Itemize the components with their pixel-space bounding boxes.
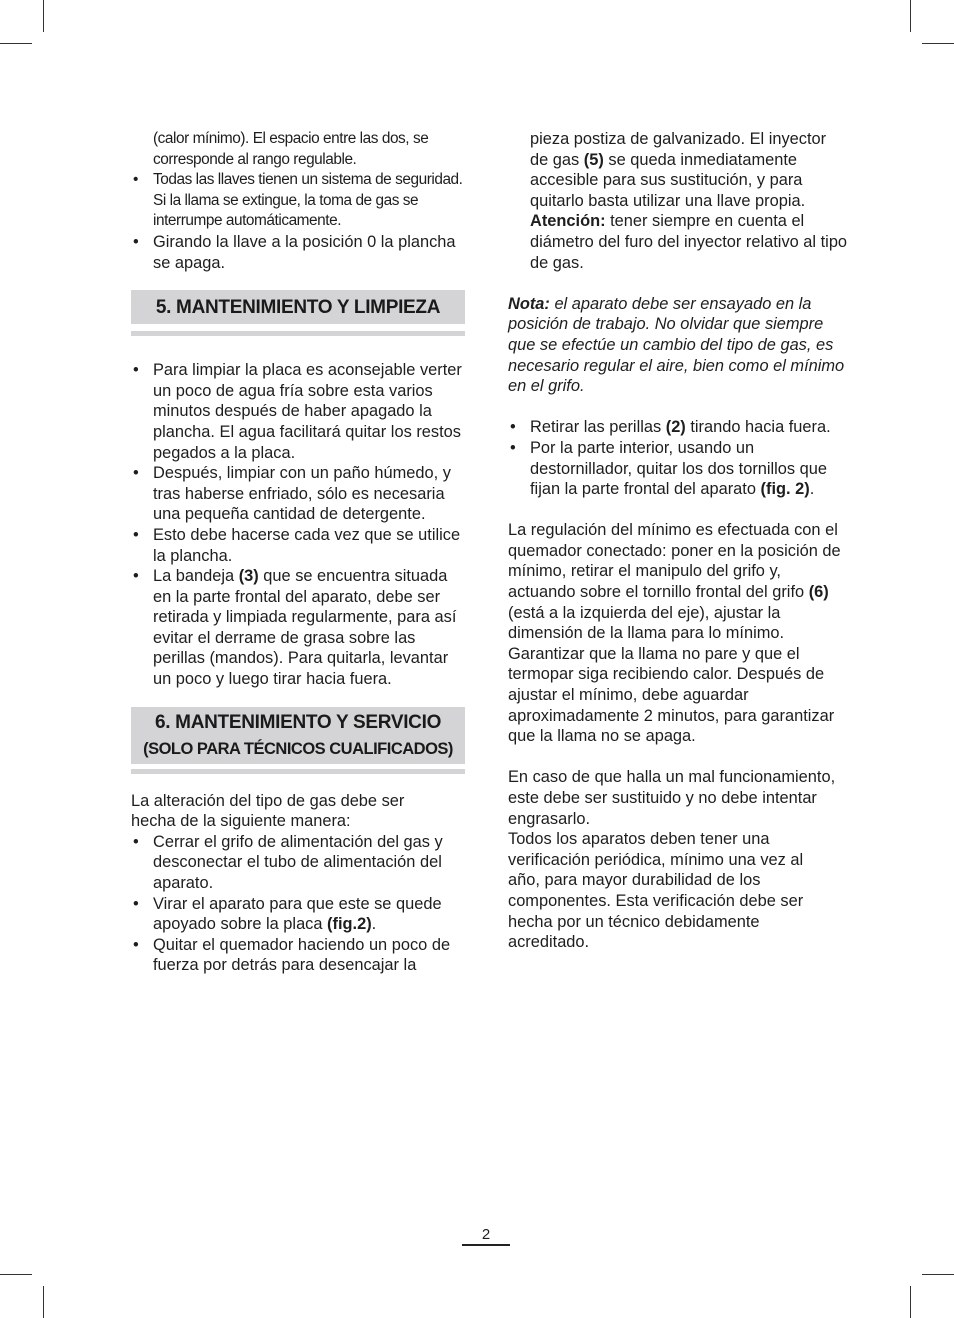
ref-number: (fig.2) xyxy=(327,915,372,934)
list-item: • Después, limpiar con un paño húmedo, y tras haberse enfriado, sólo es necesaria una pequeña cantidad de detergente. xyxy=(131,463,465,525)
list-item: • Retirar las perillas (2) tirando hacia fuera. xyxy=(508,417,848,438)
list-item: • Cerrar el grifo de alimentación del gas y desconectar el tubo de alimentación del aparato. xyxy=(131,832,465,894)
right-column xyxy=(508,129,848,953)
crop-mark xyxy=(910,1286,911,1318)
list-item: • Virar el aparato para que este se quede apoyado sobre la placa (fig.2). xyxy=(131,894,465,935)
crop-mark xyxy=(43,0,44,32)
crop-mark xyxy=(922,1274,954,1275)
page-number-rule xyxy=(462,1244,510,1246)
list-item: • Por la parte interior, usando un destornillador, quitar los dos tornillos que fijan la parte frontal del aparato (fig. 2). xyxy=(508,438,848,500)
crop-mark xyxy=(0,1274,32,1275)
list-item: • Girando la llave a la posición 0 la plancha se apaga. xyxy=(131,232,465,273)
list-item: • Todas las llaves tienen un sistema de seguridad. Si la llama se extingue, la toma de gas se interrumpe automáticamente. xyxy=(131,170,465,232)
ref-number: (3) xyxy=(238,567,259,586)
crop-mark xyxy=(0,43,32,44)
crop-mark xyxy=(43,1286,44,1318)
section-heading xyxy=(131,707,465,764)
section-heading: 5. MANTENIMIENTO Y LIMPIEZA xyxy=(131,290,465,324)
list-item: • Esto debe hacerse cada vez que se utilice la plancha. xyxy=(131,525,465,566)
left-column xyxy=(131,129,465,976)
ref-number: (2) xyxy=(665,418,686,437)
list-item: • Quitar el quemador haciendo un poco de fuerza por detrás para desencajar la xyxy=(131,935,465,976)
paragraph: En caso de que halla un mal funcionamiento, este debe ser sustituido y no debe intentar engrasarlo. xyxy=(508,768,836,828)
crop-mark xyxy=(910,0,911,32)
note-label: Nota: xyxy=(508,294,550,313)
section-title: 6. MANTENIMIENTO Y SERVICIO xyxy=(154,711,442,733)
ref-number: (fig. 2) xyxy=(760,480,810,499)
paragraph: La regulación del mínimo es efectuada con el quemador conectado: poner en la posición de mínimo, retirar el manipulo del grifo y, actuando sobre el tornillo frontal del grifo (6) (está a la izquierda del eje), ajustar la dimensión de la llama para lo mínimo. Garantizar que la llama no pare y que el termopar siga recibiendo calor. Después de ajustar el mínimo, debe aguardar aproximadamente 2 minutos, para garantizar que la llama no se apaga. xyxy=(508,521,841,746)
intro-continuation: (calor mínimo). El espacio entre las dos, se corresponde al rango regulable. xyxy=(153,130,429,168)
paragraph: pieza postiza de galvanizado. El inyector de gas (5) se queda inmediatamente accesible para sus sustitución, y para quitarlo basta utilizar una llave propia. Atención: tener siempre en cuenta el diámetro del furo del inyector relativo al tipo de gas. xyxy=(530,130,848,272)
ref-number: (6) xyxy=(808,583,829,602)
section-subtitle: (SOLO PARA TÉCNICOS CUALIFICADOS) xyxy=(143,739,453,758)
list-item: • La bandeja (3) que se encuentra situada en la parte frontal del aparato, debe ser retirada y limpiada regularmente, para así evitar el derrame de grasa sobre las perillas (mandos). Para quitarla, levantar un poco y luego tirar hacia fuera. xyxy=(131,566,465,690)
paragraph: La alteración del tipo de gas debe ser hecha de la siguiente manera: xyxy=(131,791,405,831)
crop-mark xyxy=(922,43,954,44)
note-paragraph: Nota: el aparato debe ser ensayado en la posición de trabajo. No olvidar que siempre que se efectúe un cambio del tipo de gas, es necesario regular el aire, bien como el mínimo en el grifo. xyxy=(508,294,845,396)
attention-label: Atención: xyxy=(530,212,606,231)
paragraph: Todos los aparatos deben tener una verificación periódica, mínimo una vez al año, para mayor durabilidad de los componentes. Esta verificación debe ser hecha por un técnico debidamente acreditado. xyxy=(508,830,804,952)
ref-number: (5) xyxy=(583,150,604,169)
page-number: 2 xyxy=(481,1226,491,1243)
list-item: • Para limpiar la placa es aconsejable verter un poco de agua fría sobre esta varios minutos después de haber apagado la plancha. El agua facilitará quitar los restos pegados a la placa. xyxy=(131,360,465,463)
